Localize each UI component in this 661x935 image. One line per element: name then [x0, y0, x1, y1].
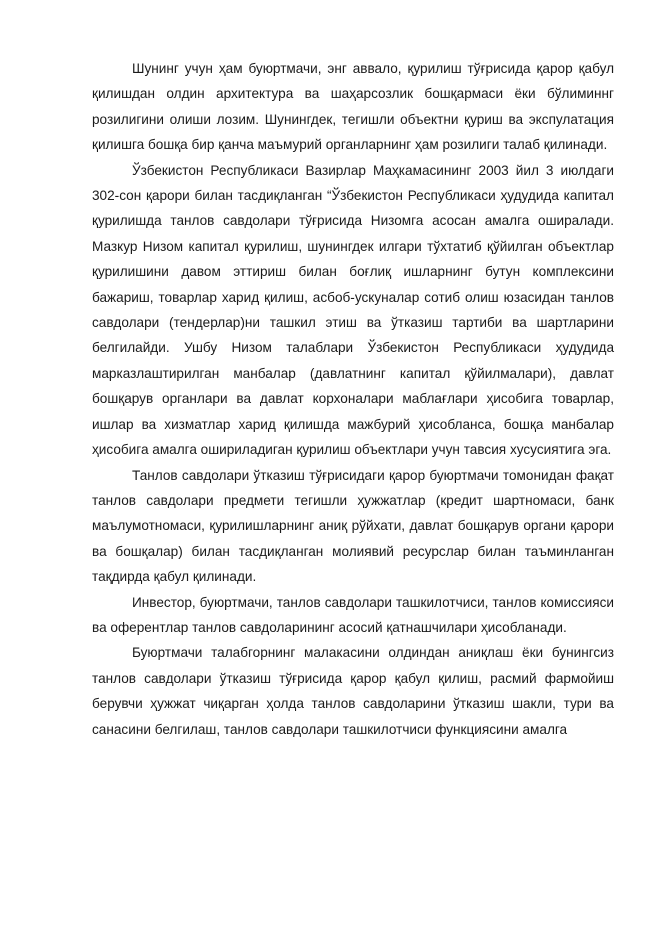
document-page	[92, 56, 614, 742]
paragraph-2: Ўзбекистон Республикаси Вазирлар Маҳкамасининг 2003 йил 3 июлдаги 302-сон қарори билан тасдиқланган “Ўзбекистон Республикаси ҳудудида капитал қурилишда танлов савдолари тўғрисида Низомга асосан амалга оширалади. Мазкур Низом капитал қурилиш, шунингдек илгари тўхтатиб қўйилган объектлар қурилишини давом эттириш билан боғлиқ ишларнинг бутун комплексини бажариш, товарлар харид қилиш, асбоб-ускуналар сотиб олиш юзасидан танлов савдолари (тендерлар)ни ташкил этиш ва ўтказиш тартиби ва шартларини белгилайди. Ушбу Низом талаблари Ўзбекистон Республикаси ҳудудида марказлаштирилган манбалар (давлатнинг капитал қўйилмалари), давлат бошқарув органлари ва давлат корхоналари маблағлари ҳисобига товарлар, ишлар ва хизматлар харид қилишда мажбурий ҳисобланса, бошқа манбалар ҳисобига амалга ошириладиган қурилиш объектлари учун тавсия хусусиятига эга.	[92, 162, 614, 458]
paragraph-5: Буюртмачи талабгорнинг малакасини олдиндан аниқлаш ёки бунингсиз танлов савдолари ўтказиш тўғрисида қарор қабул қилиш, расмий фармойиш берувчи ҳужжат чиқарган ҳолда танлов савдоларини ўтказиш шакли, тури ва санасини белгилаш, танлов савдолари ташкилотчиси функциясини амалга	[92, 645, 614, 737]
paragraph-4: Инвестор, буюртмачи, танлов савдолари ташкилотчиси, танлов комиссияси ва оферентлар танлов савдоларининг асосий қатнашчилари ҳисобланади.	[92, 594, 614, 635]
paragraph-1: Шунинг учун ҳам буюртмачи, энг аввало, қурилиш тўғрисида қарор қабул қилишдан олдин архитектура ва шаҳарсозлик бошқармаси ёки бўлиминнг розилигини олиши лозим. Шунингдек, тегишли объектни қуриш ва экспулатация қилишга бошқа бир қанча маъмурий органларнинг ҳам розилиги талаб қилинади.	[92, 61, 614, 153]
paragraph-3: Танлов савдолари ўтказиш тўғрисидаги қарор буюртмачи томонидан фақат танлов савдолари предмети тегишли ҳужжатлар (кредит шартномаси, банк маълумотномаси, қурилишларнинг аниқ рўйхати, давлат бошқарув органи қарори ва бошқалар) билан тасдиқланган молиявий ресурслар билан таъминланган тақдирда қабул қилинади.	[92, 467, 614, 585]
